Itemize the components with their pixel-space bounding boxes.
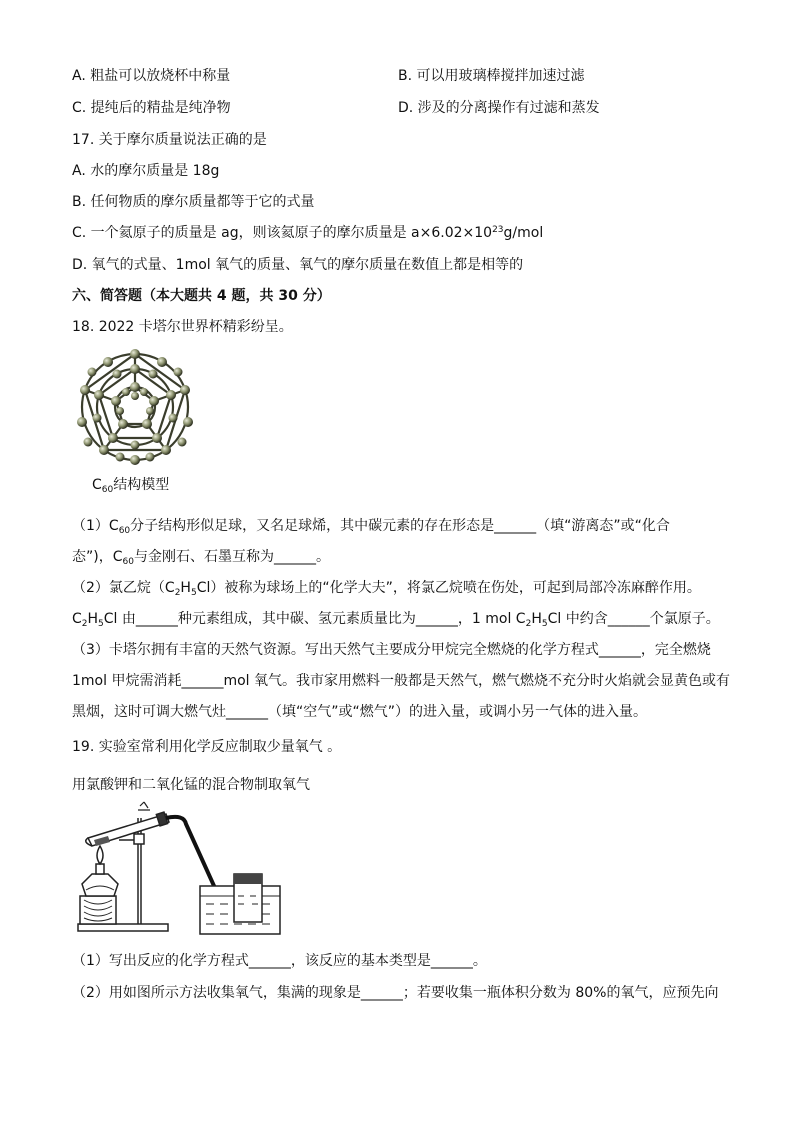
q18-stem: 18. 2022 卡塔尔世界杯精彩纷呈。 [72, 319, 293, 335]
q18-part3-line2: 1mol 甲烷需消耗______mol 氧气。我市家用燃料一般都是天然气，燃气燃烧不充分时火焰就会显黄色或有 [72, 673, 730, 689]
q18-part2-line2: $C_2H_5Cl$ 由______种元素组成，其中碳、氢元素质量比为______，1 mol $C_2H_5Cl$ 中约含______个氯原子。 [72, 611, 720, 629]
q19-stem: 19. 实验室常利用化学反应制取少量氧气 。 [72, 739, 342, 755]
q16-option-b: B. 可以用玻璃棒搅拌加速过滤 [398, 68, 585, 84]
q17-option-a: A. 水的摩尔质量是 18g [72, 163, 220, 179]
q18-part3-line3: 黑烟，这时可调大燃气灶______（填“空气”或“燃气”）的进入量，或调小另一气体的进入量。 [72, 704, 648, 720]
c60-molecule-image [70, 346, 200, 468]
q16-option-d: D. 涉及的分离操作有过滤和蒸发 [398, 100, 600, 116]
oxygen-apparatus-diagram [74, 800, 284, 940]
c60-caption: $C_{60}$结构模型 [92, 477, 170, 495]
q17-option-d: D. 氧气的式量、1mol 氧气的质量、氧气的摩尔质量在数值上都是相等的 [72, 257, 524, 273]
q18-part3-line1: （3）卡塔尔拥有丰富的天然气资源。写出天然气主要成分甲烷完全燃烧的化学方程式______，完全燃烧 [72, 642, 711, 658]
q16-option-c: C. 提纯后的精盐是纯净物 [72, 100, 231, 116]
q17-option-b: B. 任何物质的摩尔质量都等于它的式量 [72, 194, 315, 210]
q19-part1: （1）写出反应的化学方程式______，该反应的基本类型是______。 [72, 953, 487, 969]
q18-part2-line1: （2）氯乙烷$(C_2H_5Cl)$被称为球场上的“化学大夫”，将氯乙烷喷在伤处，可起到局部冷冻麻醉作用。 [72, 580, 701, 598]
q16-option-a: A. 粗盐可以放烧杯中称量 [72, 68, 231, 84]
q18-part1-line2: 态”)，$C_{60}$与金刚石、石墨互称为______。 [72, 549, 330, 567]
section-heading: 六、简答题（本大题共 4 题，共 30 分） [72, 288, 331, 304]
q18-part1-line1: $(1)C_{60}$分子结构形似足球，又名足球烯，其中碳元素的存在形态是______（填“游离态”或“化合 [72, 518, 670, 536]
q19-subheading: 用氯酸钾和二氧化锰的混合物制取氧气 [72, 777, 310, 793]
q17-stem: 17. 关于摩尔质量说法正确的是 [72, 132, 267, 148]
q17-option-c: C. 一个氦原子的质量是 ag，则该氦原子的摩尔质量是 $a\times 6.02\times 10^{23}g$/mol [72, 225, 544, 241]
q19-part2: （2）用如图所示方法收集氧气，集满的现象是______；若要收集一瓶体积分数为 80%的氧气，应预先向 [72, 985, 719, 1001]
